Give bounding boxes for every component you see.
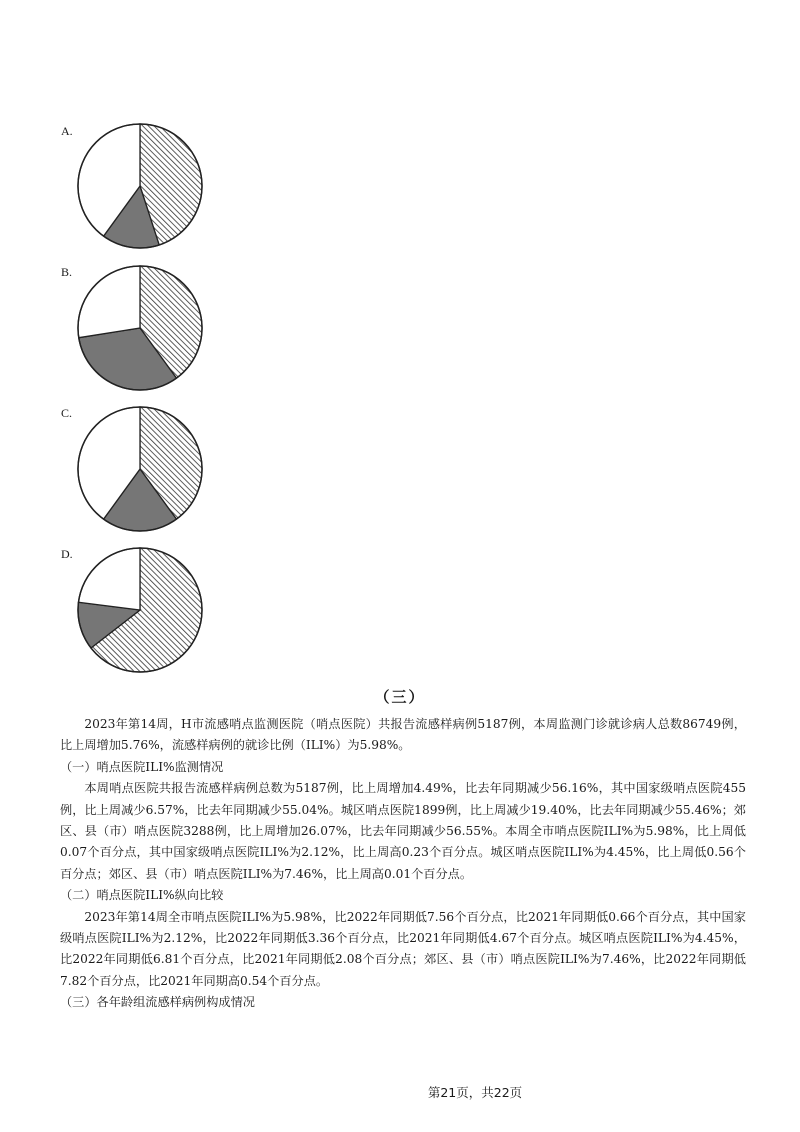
paragraph-intro: 2023年第14周，H市流感哨点监测医院（哨点医院）共报告流感样病例5187例，本周监测门诊就诊病人总数86749例，比上周增加5.76%，流感样病例的就诊比例（ILI%）为5.98%。 bbox=[60, 717, 746, 753]
heading-age-groups: （三）各年龄组流感样病例构成情况 bbox=[60, 995, 255, 1010]
section-title: （三） bbox=[374, 688, 426, 706]
pie-chart-b bbox=[76, 264, 204, 392]
pie-chart-d bbox=[76, 546, 204, 674]
pie-chart-a bbox=[76, 122, 204, 250]
body-text bbox=[60, 714, 746, 1014]
heading-ili-monitoring: （一）哨点医院ILI%监测情况 bbox=[60, 759, 224, 774]
pie-slice-white bbox=[78, 266, 140, 338]
pie-chart-c bbox=[76, 405, 204, 533]
paragraph-ili-comparison: 2023年第14周全市哨点医院ILI%为5.98%，比2022年同期低7.56个百分点，比2021年同期低0.66个百分点，其中国家级哨点医院ILI%为2.12%，比2022年同期低3.36个百分点，比2021年同期低4.67个百分点。城区哨点医院ILI%为4.45%，比2022年同期低6.81个百分点，比2021年同期低2.08个百分点；郊区、县（市）哨点医院ILI%为7.46%，比2022年同期低7.82个百分点，比2021年同期高0.54个百分点。 bbox=[60, 909, 746, 988]
heading-ili-comparison: （二）哨点医院ILI%纵向比较 bbox=[60, 888, 224, 903]
option-letter-d: D. bbox=[61, 547, 73, 561]
option-letter-b: B. bbox=[61, 265, 73, 279]
option-letter-c: C. bbox=[61, 406, 73, 420]
paragraph-ili-monitoring: 本周哨点医院共报告流感样病例总数为5187例，比上周增加4.49%，比去年同期减少56.16%，其中国家级哨点医院455例，比上周减少6.57%，比去年同期减少55.04%。城区哨点医院1899例，比上周减少19.40%，比去年同期减少55.46%；郊区、县（市）哨点医院3288例，比上周增加26.07%，比去年同期减少56.55%。本周全市哨点医院ILI%为5.98%，比上周低0.07个百分点，其中国家级哨点医院ILI%为2.12%，比上周高0.23个百分点。城区哨点医院ILI%为4.45%，比上周低0.56个百分点；郊区、县（市）哨点医院ILI%为7.46%，比上周高0.01个百分点。 bbox=[60, 781, 746, 881]
option-letter-a: A. bbox=[61, 124, 73, 138]
page-number: 第21页，共22页 bbox=[427, 1085, 523, 1100]
pie-slice-white bbox=[78, 548, 140, 610]
